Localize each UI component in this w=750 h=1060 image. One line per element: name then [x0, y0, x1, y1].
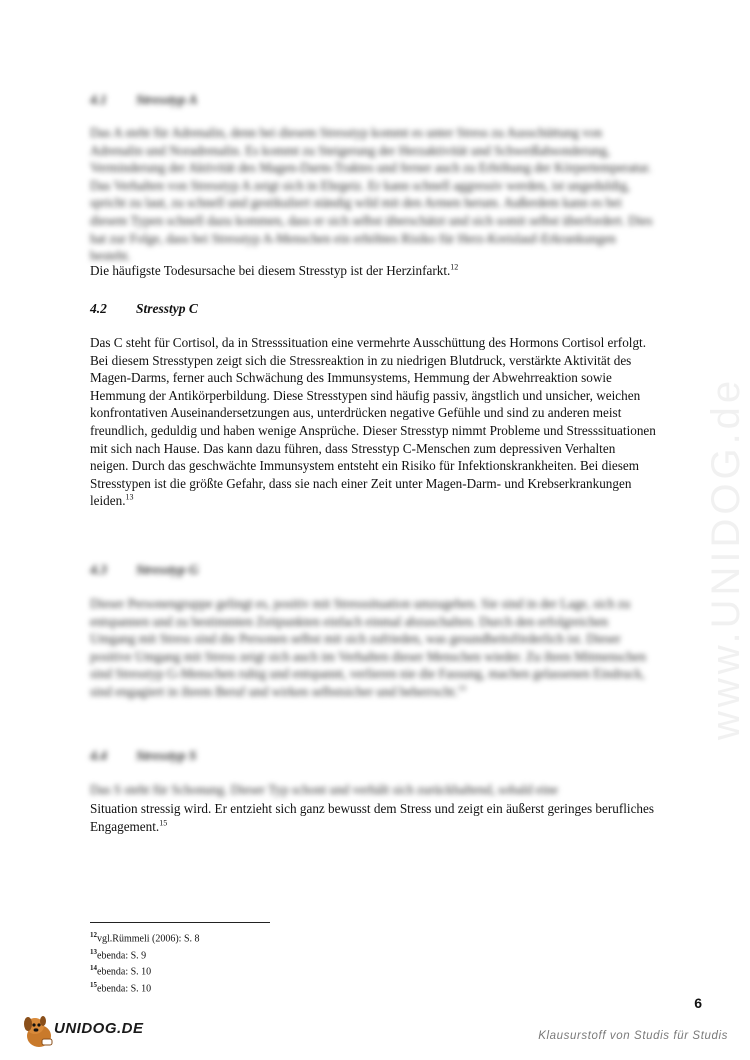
visible-paragraph: Situation stressig wird. Er entzieht sich ganz bewusst dem Stress und zeigt ein äußerst geringes berufliches Engagement. [90, 801, 654, 834]
footnotes [90, 929, 200, 996]
section-title: Stresstyp A [136, 92, 198, 107]
footnote-mark: 12 [90, 931, 97, 939]
footnote-text: ebenda: S. 10 [97, 966, 152, 978]
section-text-4-2 [90, 334, 656, 510]
dog-mascot-icon [22, 1012, 56, 1050]
section-heading-4-1 [90, 92, 197, 108]
section-text-4-3-blurred [90, 595, 656, 701]
section-text-4-4-blurred: Das S steht für Schonung. Dieser Typ schont und verhält sich zurückhaltend, sobald eine [90, 782, 558, 797]
footnote-reference: 14 [457, 683, 466, 693]
footnote-mark: 14 [90, 964, 97, 973]
section-heading-4-4 [90, 748, 196, 764]
section-text-4-1-visible [90, 262, 656, 280]
page-number: 6 [694, 995, 702, 1011]
section-number: 4.1 [90, 92, 107, 107]
logo-text: UNIDOG.DE [54, 1020, 144, 1037]
footnote-divider [90, 922, 270, 923]
footnote-mark: 15 [90, 981, 97, 990]
section-heading-4-2 [90, 301, 198, 317]
visible-sentence: Die häufigste Todesursache bei diesem Stresstyp ist der Herzinfarkt. [90, 263, 451, 278]
footnote-item [90, 929, 200, 946]
section-number: 4.3 [90, 562, 107, 577]
section-heading-4-3 [90, 562, 199, 578]
section-number: 4.2 [90, 301, 107, 316]
section-text-4-1-blurred: Das A steht für Adrenalin, denn bei diesem Stresstyp kommt es unter Stress zu Ausschüttung von Adrenalin und Noradrenalin. Es kommt zu Steigerung der Herzaktivität und Schweißabsonderung, Verminderung der Aktivität des Magen-Darm-Traktes und ferner auch zu Erhöhung der Körpertemperatur. Das Verhalten von Stresstyp A zeigt sich in Ehrgeiz. Er kann schnell aggressiv werden, ist ungeduldig, spricht zu laut, zu schnell und gestikuliert ständig wild mit den Armen herum. Außerdem kann es bei diesem Typen schnell dazu kommen, dass er sich selbst überschätzt und sich somit selbst überfordert. Dies hat zur Folge, dass bei Stresstyp A-Menschen ein erhöhtes Risiko für Herz-Kreislauf-Erkrankungen besteht. [90, 125, 653, 264]
section-title: Stresstyp C [136, 301, 198, 316]
footnote-text: vgl.Rümmeli (2006): S. 8 [97, 933, 200, 945]
footnote-reference: 13 [125, 492, 134, 502]
section-title: Stresstyp G [136, 562, 199, 577]
unidog-logo [22, 1012, 172, 1052]
section-number: 4.4 [90, 748, 107, 763]
blurred-paragraph: Dieser Personengruppe gelingt es, positiv mit Stresssituation umzugehen. Sie sind in der Lage, sich zu entspannen und zu bestimmten Zeitpunkten einfach einmal abzuschalten. Durch den erfolgreichen Umgang mit Stress sind die Personen selbst mit sich zufrieden, was gesundheitsförderlich ist. Dieser positive Umgang mit Stress zeigt sich auch im Verhalten dieser Menschen wieder. Zu ihren Mitmenschen sind Stresstyp G-Menschen ruhig und entspannt, verlieren nie die Fassung, machen gelassenen Eindruck, sind engagiert in ihrem Beruf und wirken selbstsicher und beherrscht. [90, 596, 647, 699]
footnote-text: ebenda: S. 9 [97, 950, 147, 962]
watermark-text: www.UNIDOG.de [704, 376, 748, 740]
footnote-item [90, 962, 200, 979]
paragraph-text: Das C steht für Cortisol, da in Stresssituation eine vermehrte Ausschüttung des Hormons Cortisol erfolgt. Bei diesem Stresstypen zeigt sich die Stressreaktion in zu niedrigen Blutdruck, verstärkte Aktivität des Magen-Darms, ferner auch Schwächung des Immunsystems, Hemmung der Abwehrreaktion sowie Hemmung der Antikörperbildung. Diese Stresstypen sind häufig passiv, ängstlich und unsicher, weichen konfrontativen Auseinandersetzungen aus, unterdrücken negative Gefühle und sind zu anderen meist freundlich, geduldig und haben wenige Ansprüche. Dieser Stresstyp nimmt Probleme und Stresssituationen mit sich nach Hause. Das kann dazu führen, dass Stresstyp C-Menschen zum depressiven Verhalten neigen. Durch das geschwächte Immunsystem entsteht ein Risiko für Infektionskrankheiten. Bei diesem Stresstypen ist die größte Gefahr, dass sie nach einer Zeit unter Magen-Darm- und Krebserkrankungen leiden. [90, 335, 656, 509]
footnote-mark: 13 [90, 947, 97, 956]
footnote-reference: 12 [450, 262, 459, 272]
footnote-reference: 15 [159, 818, 168, 828]
footnote-item [90, 946, 200, 963]
footnote-item [90, 979, 200, 996]
section-text-4-4-visible [90, 800, 656, 835]
footer-tagline: Klausurstoff von Studis für Studis [538, 1030, 728, 1042]
footnote-text: ebenda: S. 10 [97, 983, 152, 995]
section-title: Stresstyp S [136, 748, 197, 763]
